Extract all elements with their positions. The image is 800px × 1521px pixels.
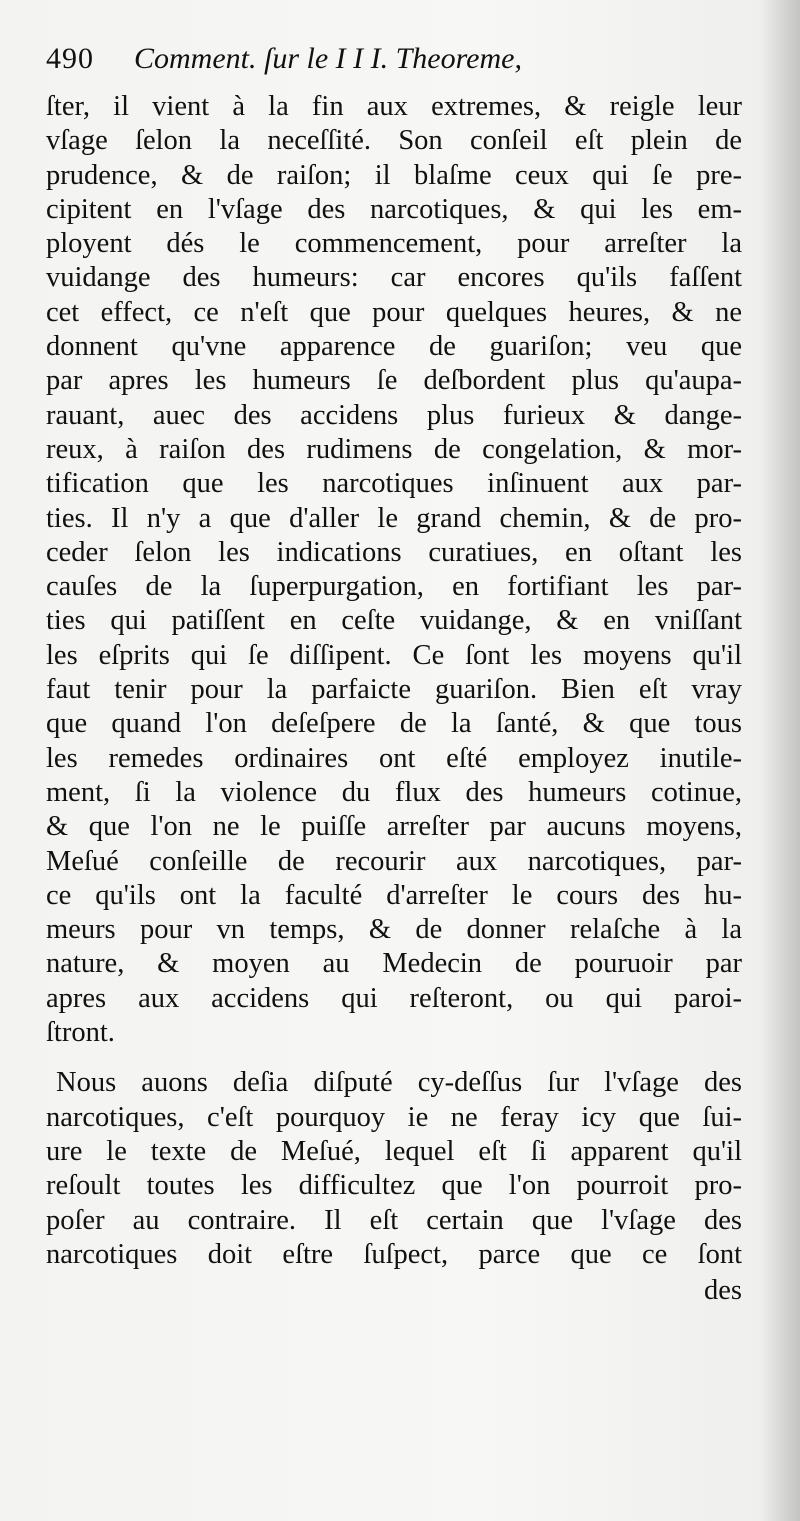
text-line: tification que les narcotiques inſinuent aux par- bbox=[46, 468, 742, 500]
text-line: ties qui patiſſent en ceſte vuidange, & en vniſſant bbox=[46, 605, 742, 637]
page-number: 490 bbox=[46, 42, 94, 75]
text-line: les eſprits qui ſe diſſipent. Ce ſont les moyens qu'il bbox=[46, 639, 742, 671]
text-line: ce qu'ils ont la faculté d'arreſter le cours des hu- bbox=[46, 879, 742, 911]
body-text bbox=[46, 90, 742, 1308]
text-line: ſtront. bbox=[46, 1017, 115, 1049]
text-line: meurs pour vn temps, & de donner relaſche à la bbox=[46, 914, 742, 946]
running-title: Comment. ſur le I I I. Theoreme, bbox=[134, 42, 522, 75]
text-line: donnent qu'vne apparence de guariſon; veu que bbox=[46, 331, 742, 363]
text-line: faut tenir pour la parfaicte guariſon. Bien eſt vray bbox=[46, 674, 742, 706]
text-line: reſoult toutes les difficultez que l'on pourroit pro- bbox=[46, 1170, 742, 1202]
text-line: & que l'on ne le puiſſe arreſter par aucuns moyens, bbox=[46, 811, 742, 843]
paragraph-gap bbox=[46, 1050, 742, 1066]
text-line: vuidange des humeurs: car encores qu'ils faſſent bbox=[46, 262, 742, 294]
running-header bbox=[46, 42, 742, 90]
paragraph bbox=[46, 90, 742, 1050]
text-line: reux, à raiſon des rudimens de congelation, & mor- bbox=[46, 433, 742, 465]
paragraph bbox=[46, 1066, 742, 1272]
text-line: ment, ſi la violence du flux des humeurs cotinue, bbox=[46, 776, 742, 808]
text-line: nature, & moyen au Medecin de pouruoir par bbox=[46, 948, 742, 980]
text-line: cauſes de la ſuperpurgation, en fortifiant les par- bbox=[46, 571, 742, 603]
text-line: Meſué conſeille de recourir aux narcotiques, par- bbox=[46, 845, 742, 877]
text-line: ſter, il vient à la fin aux extremes, & reigle leur bbox=[46, 91, 742, 122]
catchword: des bbox=[704, 1275, 742, 1307]
text-line: ure le texte de Meſué, lequel eſt ſi apparent qu'il bbox=[46, 1135, 742, 1167]
text-line: cipitent en l'vſage des narcotiques, & qui les em- bbox=[46, 193, 742, 225]
text-line: ties. Il n'y a que d'aller le grand chemin, & de pro- bbox=[46, 502, 742, 534]
text-line: prudence, & de raiſon; il blaſme ceux qui ſe pre- bbox=[46, 159, 742, 191]
text-line: par apres les humeurs ſe deſbordent plus qu'aupa- bbox=[46, 365, 742, 397]
text-line: ceder ſelon les indications curatiues, en oſtant les bbox=[46, 536, 742, 568]
text-line: les remedes ordinaires ont eſté employez inutile- bbox=[46, 742, 742, 774]
text-line: cet effect, ce n'eſt que pour quelques heures, & ne bbox=[46, 296, 742, 328]
text-line: vſage ſelon la neceſſité. Son conſeil eſt plein de bbox=[46, 125, 742, 157]
text-line: apres aux accidens qui reſteront, ou qui paroi- bbox=[46, 982, 742, 1014]
text-line: poſer au contraire. Il eſt certain que l'vſage des bbox=[46, 1204, 742, 1236]
text-line: narcotiques doit eſtre ſuſpect, parce que ce ſont bbox=[46, 1238, 742, 1270]
text-line: ployent dés le commencement, pour arreſter la bbox=[46, 228, 742, 260]
text-line: rauant, auec des accidens plus furieux & dange- bbox=[46, 399, 742, 431]
text-line: narcotiques, c'eſt pourquoy ie ne feray icy que ſui- bbox=[46, 1101, 742, 1133]
text-line: que quand l'on deſeſpere de la ſanté, & que tous bbox=[46, 708, 742, 740]
text-line: Nous auons deſia diſputé cy-deſſus ſur l'vſage des bbox=[56, 1067, 742, 1099]
